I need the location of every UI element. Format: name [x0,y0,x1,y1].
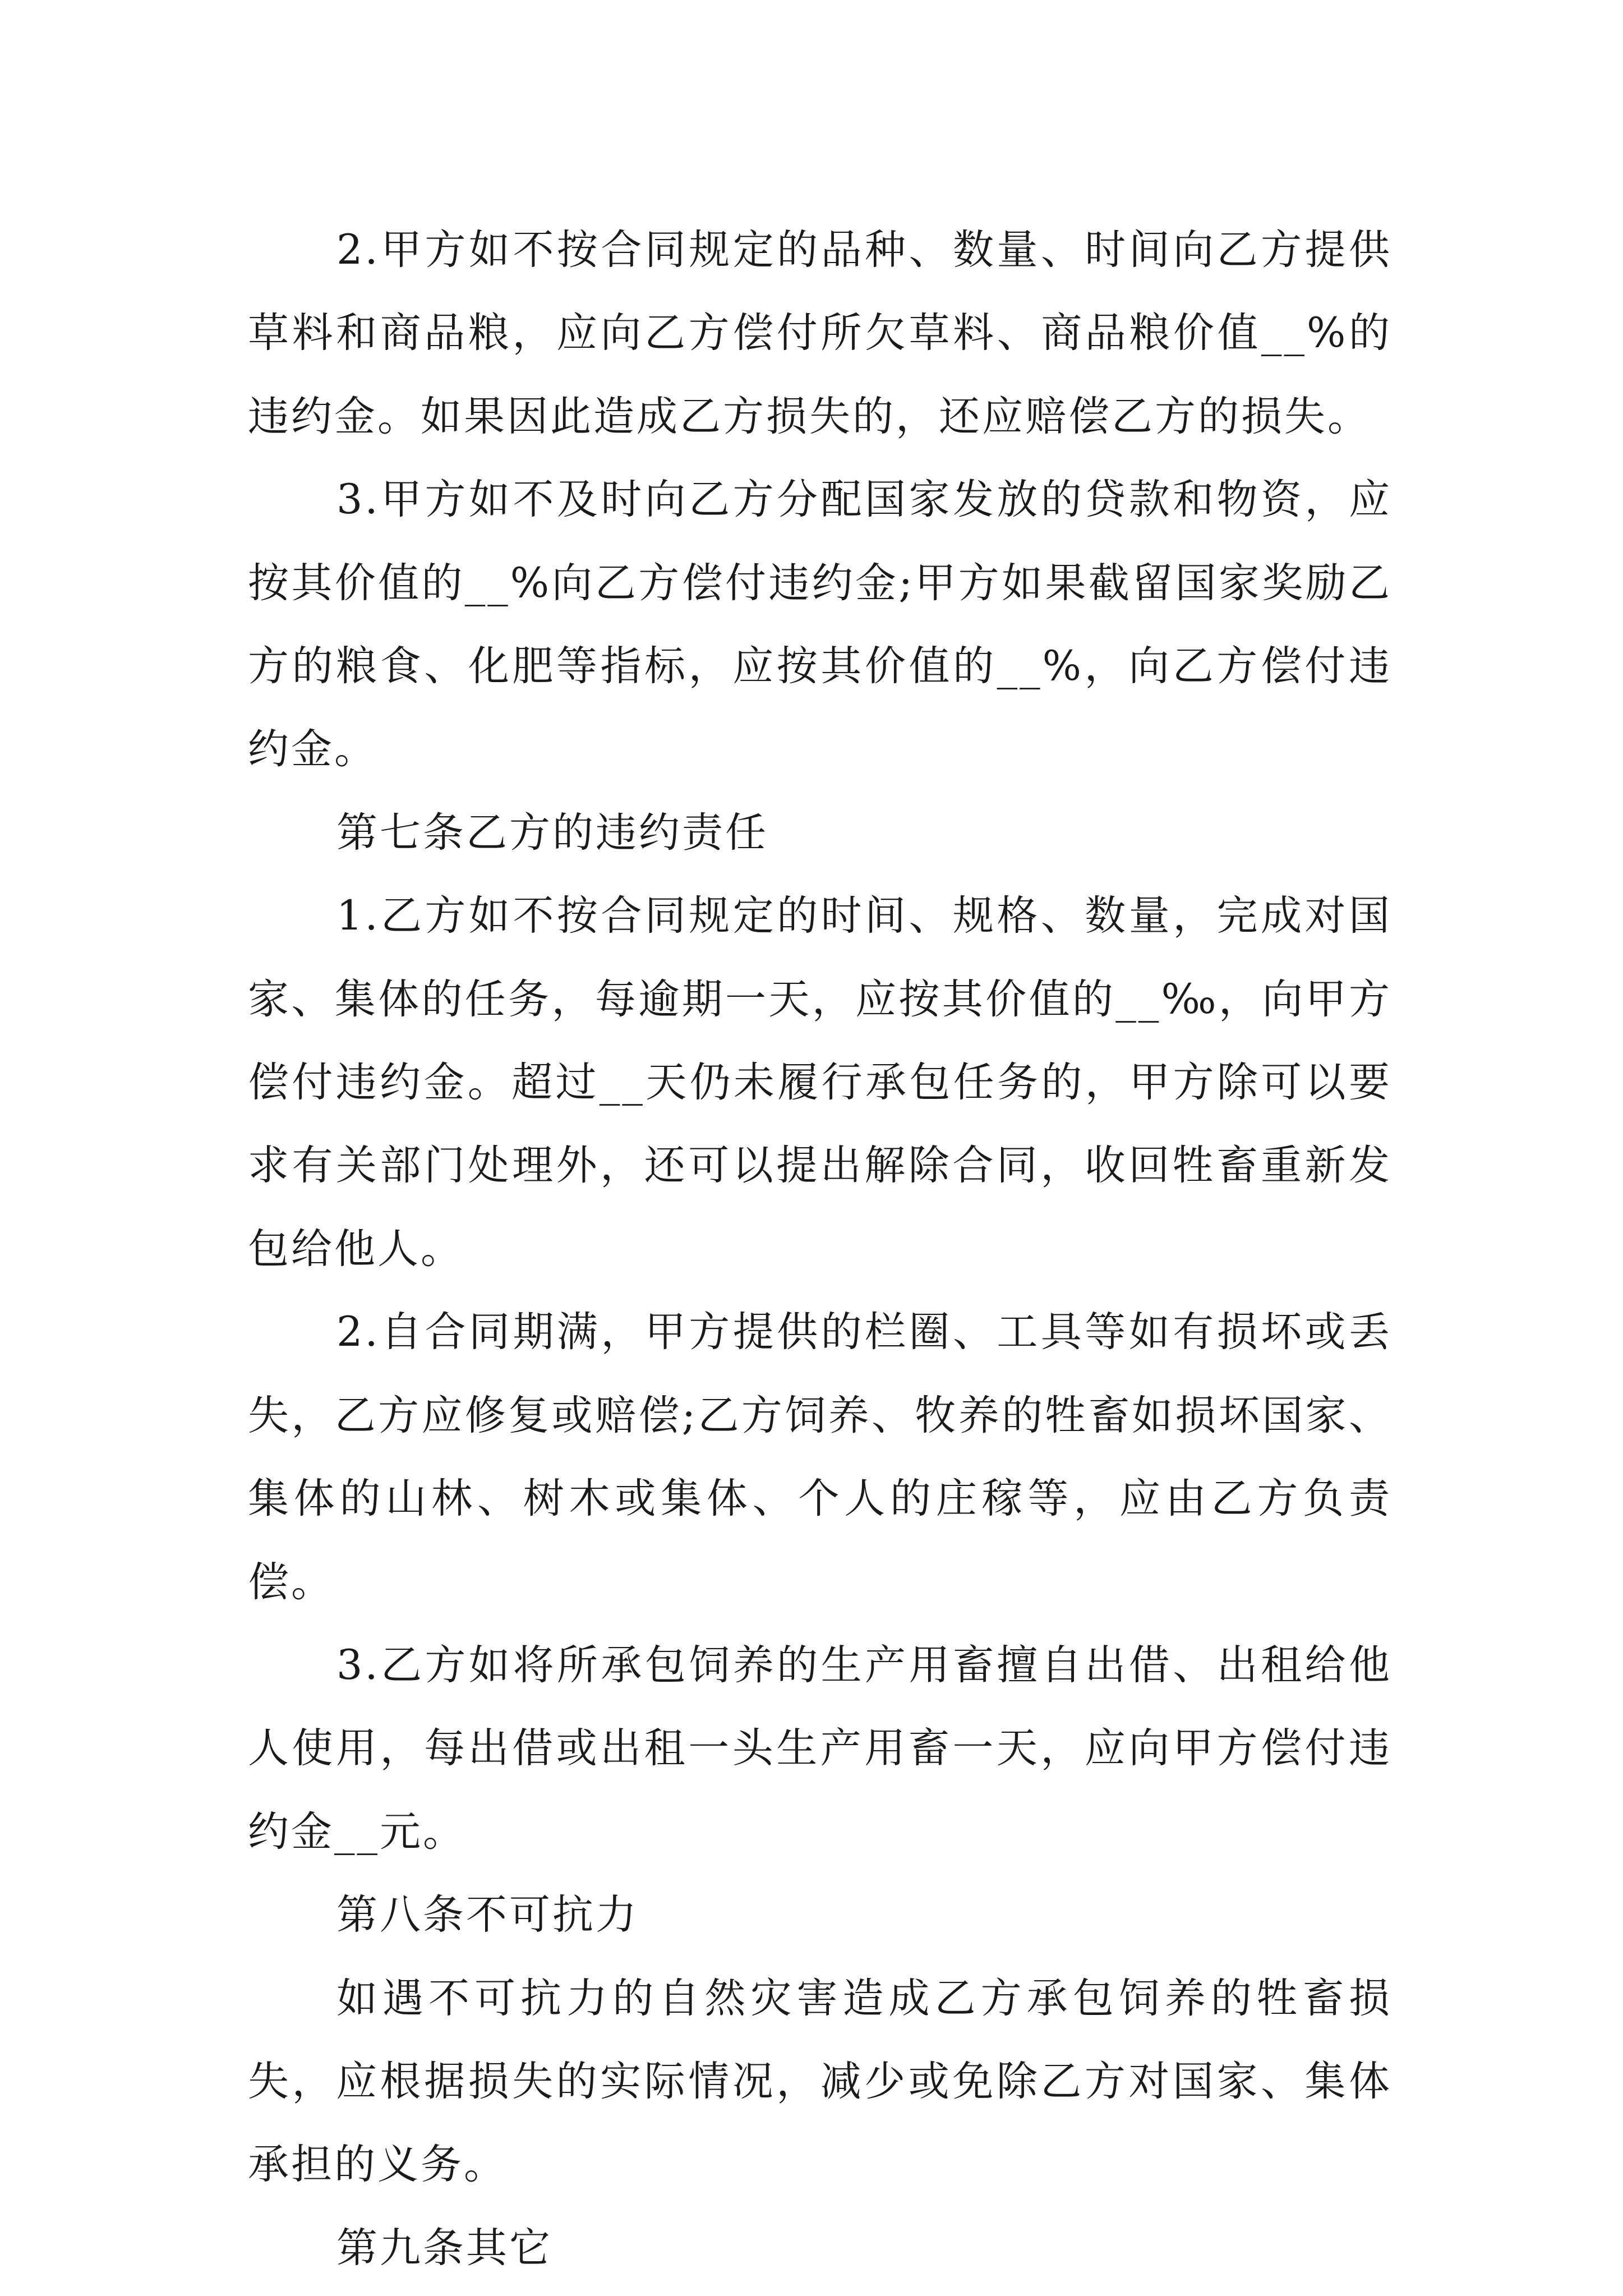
clause-paragraph: 3.乙方如将所承包饲养的生产用畜擅自出借、出租给他人使用，每出借或出租一头生产用畜一天，应向甲方偿付违约金__元。 [248,1641,1392,1856]
clause-paragraph: 2.甲方如不按合同规定的品种、数量、时间向乙方提供草料和商品粮，应向乙方偿付所欠草料、商品粮价值__%的违约金。如果因此造成乙方损失的，还应赔偿乙方的损失。 [248,226,1392,440]
clause-paragraph: 2.自合同期满，甲方提供的栏圈、工具等如有损坏或丢失，乙方应修复或赔偿;乙方饲养、牧养的牲畜如损坏国家、集体的山林、树木或集体、个人的庄稼等，应由乙方负责偿。 [248,1308,1392,1606]
article-heading: 第九条其它 [336,2224,552,2272]
clause-paragraph: 如遇不可抗力的自然灾害造成乙方承包饲养的牲畜损失，应根据损失的实际情况，减少或免除乙方对国家、集体承担的义务。 [248,1974,1392,2189]
clause-paragraph: 3.甲方如不及时向乙方分配国家发放的贷款和物资，应按其价值的__%向乙方偿付违约金;甲方如果截留国家奖励乙方的粮食、化肥等指标，应按其价值的__%，向乙方偿付违约金。 [248,476,1392,774]
article-heading: 第七条乙方的违约责任 [336,808,768,857]
document-body [248,209,1392,2290]
article-heading: 第八条不可抗力 [336,1891,639,1939]
clause-paragraph: 1.乙方如不按合同规定的时间、规格、数量，完成对国家、集体的任务，每逾期一天，应按其价值的__‰，向甲方偿付违约金。超过__天仍未履行承包任务的，甲方除可以要求有关部门处理外，还可以提出解除合同，收回牲畜重新发包给他人。 [248,892,1392,1273]
